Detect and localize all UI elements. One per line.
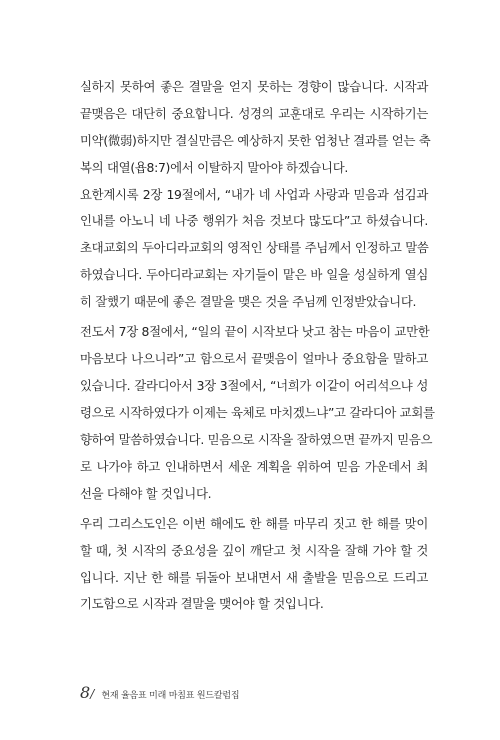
text-line: 미약(微弱)하지만 결실만큼은 예상하지 못한 엄청난 결과를 얻는 축: [80, 133, 431, 148]
text-line: 복의 대열(욥8:7)에서 이탈하지 말아야 하겠습니다.: [80, 160, 349, 175]
text-line: 히 잘했기 때문에 좋은 결말을 맺은 것을 주님께 인정받았습니다.: [80, 294, 417, 309]
text-line: 우리 그리스도인은 이번 해에도 한 해를 마무리 짓고 한 해를 맞이: [80, 516, 428, 531]
text-line: 로 나가야 하고 인내하면서 세운 계획을 위하여 믿음 가운데서 최: [80, 459, 428, 474]
text-line: 입니다. 지난 한 해를 뒤돌아 보내면서 새 출발을 믿음으로 드리고: [80, 570, 428, 585]
text-line: 실하지 못하여 좋은 결말을 얻지 못하는 경향이 많습니다. 시작과: [80, 79, 428, 94]
text-line: 령으로 시작하였다가 이제는 육체로 마치겠느냐”고 갈라디아 교회를: [80, 405, 435, 420]
text-line: 선을 다해야 할 것입니다.: [80, 486, 212, 501]
text-line: 하였습니다. 두아디라교회는 자기들이 맡은 바 일을 성실하게 열심: [80, 267, 428, 282]
text-line: 마음보다 나으니라”고 함으로서 끝맺음이 얼마나 중요함을 말하고: [80, 351, 428, 366]
text-line: 요한계시록 2장 19절에서, “내가 네 사업과 사랑과 믿음과 섬김과: [80, 187, 428, 202]
text-line: 기도함으로 시작과 결말을 맺어야 할 것입니다.: [80, 596, 324, 611]
page-footer: [80, 683, 239, 703]
text-line: 향하여 말씀하였습니다. 믿음으로 시작을 잘하였으면 끝까지 믿음으: [80, 432, 433, 447]
page-number-separator: /: [90, 687, 95, 701]
text-line: 끝맺음은 대단히 중요합니다. 성경의 교훈대로 우리는 시작하기는: [80, 106, 428, 121]
text-line: 있습니다. 갈라디아서 3장 3절에서, “너희가 이같이 어리석으냐 성: [80, 378, 428, 393]
text-line: 초대교회의 두아디라교회의 영적인 상태를 주님께서 인정하고 말씀: [80, 240, 429, 255]
text-line: 할 때, 첫 시작의 중요성을 깊이 깨닫고 첫 시작을 잘해 가야 할 것: [80, 543, 428, 558]
text-line: 전도서 7장 8절에서, “일의 끝이 시작보다 낫고 참는 마음이 교만한: [80, 324, 430, 339]
text-line: 인내를 아노니 네 나중 행위가 처음 것보다 많도다”고 하셨습니다.: [80, 213, 428, 228]
page-number: 8: [80, 683, 91, 702]
book-title: 현재 율음표 미래 마침표 원드칼럼집: [101, 691, 240, 701]
